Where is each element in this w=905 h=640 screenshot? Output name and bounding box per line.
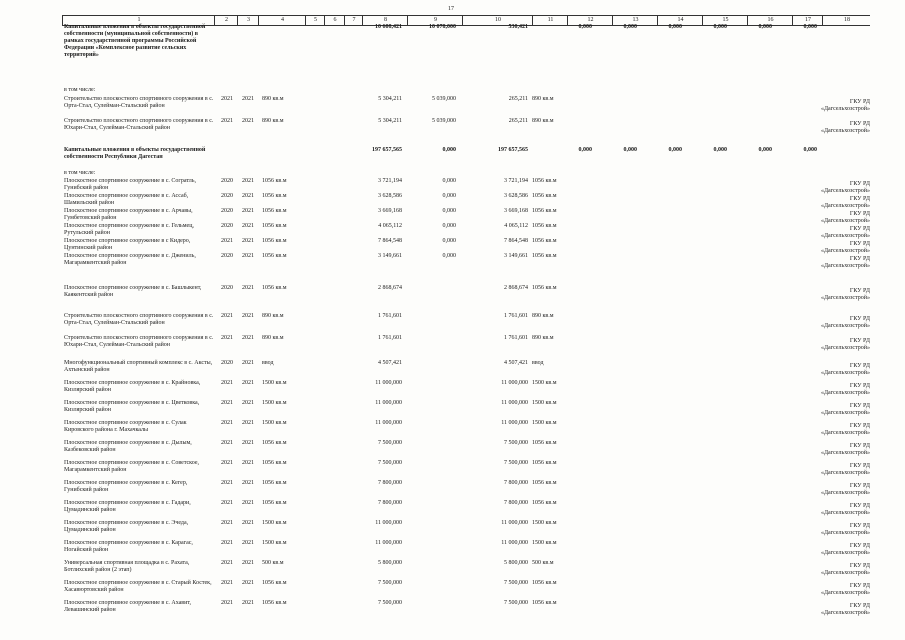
customer-org: ГКУ РД «Дагсельхозстрой» [820, 99, 870, 112]
customer-org: ГКУ РД «Дагсельхозстрой» [820, 543, 870, 556]
object-name: Плоскостное спортивное сооружение в с. Гельмец, Рутульский район [64, 223, 194, 236]
capacity: 1056 кв.м [262, 460, 287, 466]
capacity-result: 1056 кв.м [532, 440, 557, 446]
col-15-value: 0,000 [713, 147, 727, 153]
customer-org: ГКУ РД «Дагсельхозстрой» [820, 523, 870, 536]
end-year: 2021 [242, 420, 254, 426]
column-number: 3 [237, 16, 259, 25]
end-year: 2021 [242, 400, 254, 406]
col-12-value: 0,000 [578, 24, 592, 30]
total-amount: 4 507,421 [378, 360, 402, 366]
federal-amount: 0,000 [442, 193, 456, 199]
column-number: 10 [462, 16, 533, 25]
capacity: 1056 кв.м [262, 480, 287, 486]
object-name: Плоскостное спортивное сооружение в с. Ахавит, Левашинский район [64, 600, 191, 613]
end-year: 2021 [242, 560, 254, 566]
start-year: 2021 [221, 460, 233, 466]
republic-amount: 11 000,000 [501, 380, 528, 386]
customer-org: ГКУ РД «Дагсельхозстрой» [820, 338, 870, 351]
capacity: 1056 кв.м [262, 223, 287, 229]
investment-table [62, 15, 870, 616]
customer-org: ГКУ РД «Дагсельхозстрой» [820, 443, 870, 456]
object-name: Плоскостное спортивное сооружение в с. Старый Костек, Хасавюртовский район [64, 580, 212, 593]
total-amount: 1 761,601 [378, 335, 402, 341]
federal-amount: 0,000 [442, 253, 456, 259]
column-number: 16 [747, 16, 793, 25]
col-13-value: 0,000 [623, 147, 637, 153]
customer-org: ГКУ РД «Дагсельхозстрой» [820, 211, 870, 224]
republic-amount: 4 507,421 [504, 360, 528, 366]
capacity: 890 кв.м [262, 335, 284, 341]
start-year: 2021 [221, 96, 233, 102]
republic-amount: 3 669,168 [504, 208, 528, 214]
capacity-result: 890 кв.м [532, 118, 554, 124]
total-amount: 4 065,112 [378, 223, 402, 229]
republic-amount: 5 800,000 [504, 560, 528, 566]
total-amount: 197 657,565 [372, 147, 402, 153]
col-17-value: 0,000 [803, 147, 817, 153]
start-year: 2021 [221, 420, 233, 426]
end-year: 2021 [242, 580, 254, 586]
capacity-result: 890 кв.м [532, 335, 554, 341]
start-year: 2021 [221, 118, 233, 124]
object-name: Плоскостное спортивное сооружение в с. Советское, Магарамкентский район [64, 460, 200, 473]
capacity: 500 кв.м [262, 560, 284, 566]
total-amount: 7 800,000 [378, 480, 402, 486]
end-year: 2021 [242, 360, 254, 366]
total-amount: 11 000,000 [375, 400, 402, 406]
object-name: Капитальные вложения в объекты государственной собственности Республики Дагестан [64, 147, 206, 160]
object-name: Плоскостное спортивное сооружение в с. Сулак Кировского района г. Махачкалы [64, 420, 187, 433]
republic-amount: 11 000,000 [501, 420, 528, 426]
capacity: 1056 кв.м [262, 580, 287, 586]
republic-amount: 265,211 [508, 96, 528, 102]
start-year: 2020 [221, 208, 233, 214]
total-amount: 5 304,211 [378, 118, 402, 124]
capacity-result: ввод [532, 360, 544, 366]
capacity: 890 кв.м [262, 96, 284, 102]
republic-amount: 2 868,674 [504, 285, 528, 291]
end-year: 2021 [242, 238, 254, 244]
capacity: 1056 кв.м [262, 285, 287, 291]
column-number: 6 [324, 16, 345, 25]
federal-amount: 10 078,000 [429, 24, 456, 30]
customer-org: ГКУ РД «Дагсельхозстрой» [820, 226, 870, 239]
start-year: 2021 [221, 600, 233, 606]
column-number: 17 [792, 16, 823, 25]
republic-amount: 1 761,601 [504, 335, 528, 341]
col-15-value: 0,000 [713, 24, 727, 30]
capacity: 1056 кв.м [262, 208, 287, 214]
federal-amount: 0,000 [442, 223, 456, 229]
start-year: 2021 [221, 440, 233, 446]
capacity: 1500 кв.м [262, 540, 287, 546]
object-name: Строительство плоскостного спортивного сооружения в с. Юхари-Стал, Сулейман-Стальский район [64, 118, 214, 131]
object-name: Многофункциональный спортивный комплекс в с. Аксты, Ахтынский район [64, 360, 213, 373]
republic-amount: 7 800,000 [504, 500, 528, 506]
start-year: 2021 [221, 335, 233, 341]
capacity-result: 500 кв.м [532, 560, 554, 566]
capacity-result: 1500 кв.м [532, 380, 557, 386]
column-number: 15 [702, 16, 748, 25]
republic-amount: 4 065,112 [504, 223, 528, 229]
customer-org: ГКУ РД «Дагсельхозстрой» [820, 383, 870, 396]
end-year: 2021 [242, 480, 254, 486]
customer-org: ГКУ РД «Дагсельхозстрой» [820, 583, 870, 596]
end-year: 2021 [242, 193, 254, 199]
total-amount: 3 669,168 [378, 208, 402, 214]
capacity: ввод [262, 360, 274, 366]
end-year: 2021 [242, 118, 254, 124]
start-year: 2021 [221, 313, 233, 319]
total-amount: 11 000,000 [375, 520, 402, 526]
total-amount: 11 000,000 [375, 540, 402, 546]
start-year: 2020 [221, 253, 233, 259]
capacity-result: 890 кв.м [532, 96, 554, 102]
capacity-result: 1500 кв.м [532, 520, 557, 526]
col-16-value: 0,000 [758, 24, 772, 30]
object-name: Универсальная спортивная площадка в с. Рахата, Ботлихский район (2 этап) [64, 560, 190, 573]
capacity: 1056 кв.м [262, 440, 287, 446]
column-number: 14 [657, 16, 703, 25]
capacity-result: 1056 кв.м [532, 580, 557, 586]
start-year: 2020 [221, 285, 233, 291]
capacity: 1056 кв.м [262, 253, 287, 259]
customer-org: ГКУ РД «Дагсельхозстрой» [820, 256, 870, 269]
end-year: 2021 [242, 460, 254, 466]
customer-org: ГКУ РД «Дагсельхозстрой» [820, 563, 870, 576]
republic-amount: 7 500,000 [504, 440, 528, 446]
republic-amount: 7 864,548 [504, 238, 528, 244]
capacity: 1056 кв.м [262, 238, 287, 244]
start-year: 2021 [221, 500, 233, 506]
end-year: 2021 [242, 540, 254, 546]
customer-org: ГКУ РД «Дагсельхозстрой» [820, 403, 870, 416]
capacity-result: 1056 кв.м [532, 193, 557, 199]
object-name: в том числе: [64, 87, 96, 93]
total-amount: 7 500,000 [378, 440, 402, 446]
col-13-value: 0,000 [623, 24, 637, 30]
col-16-value: 0,000 [758, 147, 772, 153]
capacity: 890 кв.м [262, 313, 284, 319]
capacity-result: 1056 кв.м [532, 480, 557, 486]
start-year: 2021 [221, 238, 233, 244]
capacity-result: 890 кв.м [532, 313, 554, 319]
republic-amount: 7 800,000 [504, 480, 528, 486]
republic-amount: 7 500,000 [504, 580, 528, 586]
capacity: 1056 кв.м [262, 500, 287, 506]
republic-amount: 530,421 [508, 24, 528, 30]
object-name: Строительство плоскостного спортивного сооружения в с. Орта-Стал, Сулейман-Стальский район [64, 313, 214, 326]
capacity-result: 1056 кв.м [532, 600, 557, 606]
object-name: Плоскостное спортивное сооружение в с Кидеро, Цунтинский район [64, 238, 191, 251]
column-number: 18 [822, 16, 871, 25]
total-amount: 7 500,000 [378, 580, 402, 586]
republic-amount: 7 500,000 [504, 460, 528, 466]
customer-org: ГКУ РД «Дагсельхозстрой» [820, 181, 870, 194]
capacity: 890 кв.м [262, 118, 284, 124]
end-year: 2021 [242, 208, 254, 214]
customer-org: ГКУ РД «Дагсельхозстрой» [820, 423, 870, 436]
republic-amount: 11 000,000 [501, 520, 528, 526]
capacity: 1056 кв.м [262, 178, 287, 184]
capacity-result: 1056 кв.м [532, 238, 557, 244]
total-amount: 7 800,000 [378, 500, 402, 506]
start-year: 2021 [221, 380, 233, 386]
republic-amount: 1 761,601 [504, 313, 528, 319]
start-year: 2020 [221, 193, 233, 199]
total-amount: 2 868,674 [378, 285, 402, 291]
column-number: 1 [62, 16, 215, 25]
republic-amount: 3 628,586 [504, 193, 528, 199]
end-year: 2021 [242, 335, 254, 341]
end-year: 2021 [242, 253, 254, 259]
column-number: 12 [567, 16, 613, 25]
total-amount: 11 000,000 [375, 420, 402, 426]
customer-org: ГКУ РД «Дагсельхозстрой» [820, 288, 870, 301]
end-year: 2021 [242, 285, 254, 291]
republic-amount: 3 721,194 [504, 178, 528, 184]
object-name: Капитальные вложения в объекты государственной собственности (муниципальной собственности) в рамках государственной программы Российской Федерации «Комплексное развитие сельских территорий» [64, 24, 206, 58]
total-amount: 1 761,601 [378, 313, 402, 319]
total-amount: 11 000,000 [375, 380, 402, 386]
page-number: 17 [448, 6, 454, 12]
object-name: Плоскостное спортивное сооружение в с. Арчавы, Гумбетовский район [64, 208, 193, 221]
total-amount: 3 721,194 [378, 178, 402, 184]
col-17-value: 0,000 [803, 24, 817, 30]
start-year: 2020 [221, 360, 233, 366]
customer-org: ГКУ РД «Дагсельхозстрой» [820, 363, 870, 376]
capacity-result: 1056 кв.м [532, 500, 557, 506]
column-number: 7 [344, 16, 363, 25]
end-year: 2021 [242, 223, 254, 229]
federal-amount: 0,000 [442, 178, 456, 184]
start-year: 2020 [221, 178, 233, 184]
object-name: Плоскостное спортивное сооружение в с. Согратль, Гунибский район [64, 178, 197, 191]
total-amount: 7 500,000 [378, 460, 402, 466]
capacity-result: 1056 кв.м [532, 208, 557, 214]
customer-org: ГКУ РД «Дагсельхозстрой» [820, 483, 870, 496]
object-name: Плоскостное спортивное сооружение в с. Башлыкент, Каякентский район [64, 285, 202, 298]
republic-amount: 265,211 [508, 118, 528, 124]
total-amount: 3 628,586 [378, 193, 402, 199]
republic-amount: 11 000,000 [501, 400, 528, 406]
customer-org: ГКУ РД «Дагсельхозстрой» [820, 603, 870, 616]
object-name: Плоскостное спортивное сооружение в с. Дылым, Казбековский район [64, 440, 192, 453]
end-year: 2021 [242, 440, 254, 446]
customer-org: ГКУ РД «Дагсельхозстрой» [820, 241, 870, 254]
customer-org: ГКУ РД «Дагсельхозстрой» [820, 196, 870, 209]
capacity-result: 1056 кв.м [532, 178, 557, 184]
capacity: 1500 кв.м [262, 420, 287, 426]
column-number: 9 [407, 16, 463, 25]
capacity-result: 1056 кв.м [532, 285, 557, 291]
start-year: 2021 [221, 540, 233, 546]
object-name: Плоскостное спортивное сооружение в с. Кегер, Гунибский район [64, 480, 188, 493]
federal-amount: 0,000 [442, 238, 456, 244]
total-amount: 7 864,548 [378, 238, 402, 244]
end-year: 2021 [242, 178, 254, 184]
end-year: 2021 [242, 96, 254, 102]
total-amount: 5 304,211 [378, 96, 402, 102]
object-name: Плоскостное спортивное сооружение в с. Крайновка, Кизлярский район [64, 380, 201, 393]
object-name: Строительство плоскостного спортивного сооружения в с. Орта-Стал, Сулейман-Стальский район [64, 96, 214, 109]
customer-org: ГКУ РД «Дагсельхозстрой» [820, 316, 870, 329]
column-number: 5 [305, 16, 325, 25]
republic-amount: 11 000,000 [501, 540, 528, 546]
start-year: 2021 [221, 560, 233, 566]
total-amount: 3 149,661 [378, 253, 402, 259]
end-year: 2021 [242, 313, 254, 319]
object-name: Строительство плоскостного спортивного сооружения в с. Юхари-Стал, Сулейман-Стальский район [64, 335, 214, 348]
object-name: Плоскостное спортивное сооружение в с. Эчеда, Цумадинский район [64, 520, 189, 533]
capacity: 1056 кв.м [262, 193, 287, 199]
capacity-result: 1500 кв.м [532, 540, 557, 546]
capacity-result: 1056 кв.м [532, 223, 557, 229]
column-number: 13 [612, 16, 658, 25]
capacity: 1500 кв.м [262, 380, 287, 386]
end-year: 2021 [242, 380, 254, 386]
col-12-value: 0,000 [578, 147, 592, 153]
object-name: Плоскостное спортивное сооружение в с. Джениль, Магарамкентский район [64, 253, 196, 266]
column-number: 4 [258, 16, 306, 25]
republic-amount: 3 149,661 [504, 253, 528, 259]
federal-amount: 0,000 [442, 208, 456, 214]
column-number: 11 [532, 16, 568, 25]
object-name: Плоскостное спортивное сооружение в с. Цветковка, Кизлярский район [64, 400, 200, 413]
republic-amount: 7 500,000 [504, 600, 528, 606]
federal-amount: 0,000 [442, 147, 456, 153]
end-year: 2021 [242, 500, 254, 506]
object-name: Плоскостное спортивное сооружение в с. Карагас, Ногайский район [64, 540, 193, 553]
start-year: 2020 [221, 223, 233, 229]
column-number: 8 [362, 16, 408, 25]
object-name: в том числе: [64, 170, 96, 176]
federal-amount: 5 039,000 [432, 96, 456, 102]
capacity: 1500 кв.м [262, 520, 287, 526]
customer-org: ГКУ РД «Дагсельхозстрой» [820, 121, 870, 134]
start-year: 2021 [221, 520, 233, 526]
capacity-result: 1056 кв.м [532, 460, 557, 466]
start-year: 2021 [221, 480, 233, 486]
customer-org: ГКУ РД «Дагсельхозстрой» [820, 463, 870, 476]
column-number: 2 [214, 16, 238, 25]
end-year: 2021 [242, 600, 254, 606]
federal-amount: 5 039,000 [432, 118, 456, 124]
end-year: 2021 [242, 520, 254, 526]
capacity: 1500 кв.м [262, 400, 287, 406]
col-14-value: 0,000 [668, 147, 682, 153]
capacity-result: 1500 кв.м [532, 400, 557, 406]
start-year: 2021 [221, 400, 233, 406]
total-amount: 7 500,000 [378, 600, 402, 606]
republic-amount: 197 657,565 [498, 147, 528, 153]
capacity-result: 1500 кв.м [532, 420, 557, 426]
col-14-value: 0,000 [668, 24, 682, 30]
start-year: 2021 [221, 580, 233, 586]
object-name: Плоскостное спортивное сооружение в с. Гадари, Цумадинский район [64, 500, 191, 513]
capacity: 1056 кв.м [262, 600, 287, 606]
total-amount: 10 608,421 [375, 24, 402, 30]
total-amount: 5 800,000 [378, 560, 402, 566]
customer-org: ГКУ РД «Дагсельхозстрой» [820, 503, 870, 516]
capacity-result: 1056 кв.м [532, 253, 557, 259]
object-name: Плоскостное спортивное сооружение в с. Ассаб, Шамильский район [64, 193, 189, 206]
